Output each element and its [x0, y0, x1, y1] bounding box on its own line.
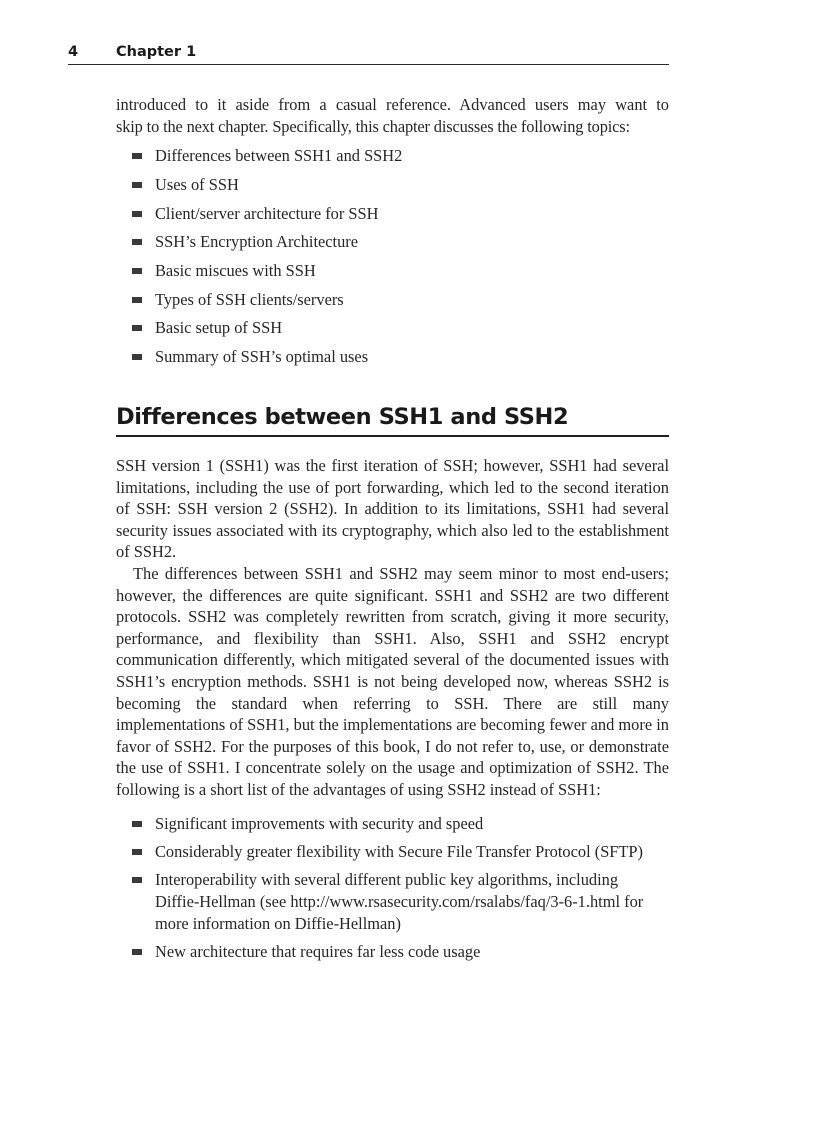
- list-item-text: Uses of SSH: [155, 174, 239, 194]
- bullet-icon: [132, 268, 142, 274]
- bullet-icon: [132, 877, 142, 883]
- list-item: [132, 317, 669, 338]
- page-body: [116, 94, 669, 969]
- list-item-text: Significant improvements with security and speed: [155, 813, 484, 833]
- bullet-icon: [132, 325, 142, 331]
- advantages-list: [132, 813, 669, 963]
- topic-list: [132, 145, 669, 367]
- section-paragraph-1: SSH version 1 (SSH1) was the first iteration of SSH; however, SSH1 had several limitations, including the use of port forwarding, which led to the second iteration of SSH: SSH version 2 (SSH2). In addition to its limitations, SSH1 had several security issues associated with its cryptography, which also led to the establishment of SSH2.: [116, 456, 669, 562]
- bullet-icon: [132, 239, 142, 245]
- list-item: [132, 346, 669, 367]
- list-item: [132, 289, 669, 310]
- list-item: [132, 841, 665, 863]
- list-item: [132, 174, 669, 195]
- intro-paragraph: [116, 94, 669, 116]
- list-item-text: Basic setup of SSH: [155, 318, 283, 338]
- list-item-text: Differences between SSH1 and SSH2: [155, 146, 403, 166]
- bullet-icon: [132, 949, 142, 955]
- section-heading: Differences between SSH1 and SSH2: [116, 402, 669, 437]
- page-number: 4: [68, 44, 79, 60]
- list-item-text: SSH’s Encryption Architecture: [155, 232, 359, 252]
- list-item: [132, 231, 669, 252]
- list-item-text: Interoperability with several different public key algorithms, including Diffie-Hellman (see http://www.rsasecurity.com/rsalabs/faq/3-6-1.html for more information on Diffie-Hellman): [155, 869, 644, 933]
- bullet-icon: [132, 182, 142, 188]
- bullet-icon: [132, 211, 142, 217]
- section-paragraph-2: The differences between SSH1 and SSH2 may seem minor to most end-users; however, the differences are quite significant. SSH1 and SSH2 are two different protocols. SSH2 was completely rewritten from scratch, giving it more security, performance, and flexibility than SSH1. Also, SSH1 and SSH2 encrypt communication differently, which mitigated several of the documented issues with SSH1’s encryption methods. SSH1 is not being developed now, whereas SSH2 is becoming the standard when referring to SSH. There are still many implementations of SSH1, but the implementations are becoming fewer and more in favor of SSH2. For the purposes of this book, I do not refer to, use, or demonstrate the use of SSH1. I concentrate solely on the usage and optimization of SSH2. The following is a short list of the advantages of using SSH2 instead of SSH1:: [116, 563, 669, 799]
- list-item-text: New architecture that requires far less code usage: [155, 941, 481, 961]
- bullet-icon: [132, 354, 142, 360]
- bullet-icon: [132, 297, 142, 303]
- list-item: [132, 941, 665, 963]
- intro-line-1: introduced to it aside from a casual reference. Advanced users may want to: [116, 95, 669, 114]
- list-item-text: Client/server architecture for SSH: [155, 203, 379, 223]
- list-item: [132, 203, 669, 224]
- list-item: [132, 260, 669, 281]
- list-item-text: Types of SSH clients/servers: [155, 289, 344, 309]
- intro-line-2: skip to the next chapter. Specifically, this chapter discusses the following topics:: [116, 116, 630, 136]
- list-item-text: Basic miscues with SSH: [155, 260, 316, 280]
- bullet-icon: [132, 821, 142, 827]
- chapter-label: Chapter 1: [116, 44, 197, 60]
- list-item-text: Considerably greater flexibility with Secure File Transfer Protocol (SFTP): [155, 841, 644, 861]
- list-item: [132, 813, 665, 835]
- bullet-icon: [132, 153, 142, 159]
- list-item: [132, 869, 665, 935]
- bullet-icon: [132, 849, 142, 855]
- list-item: [132, 145, 669, 166]
- list-item-text: Summary of SSH’s optimal uses: [155, 347, 369, 366]
- intro-paragraph-end: [116, 116, 669, 138]
- running-header: [68, 44, 669, 65]
